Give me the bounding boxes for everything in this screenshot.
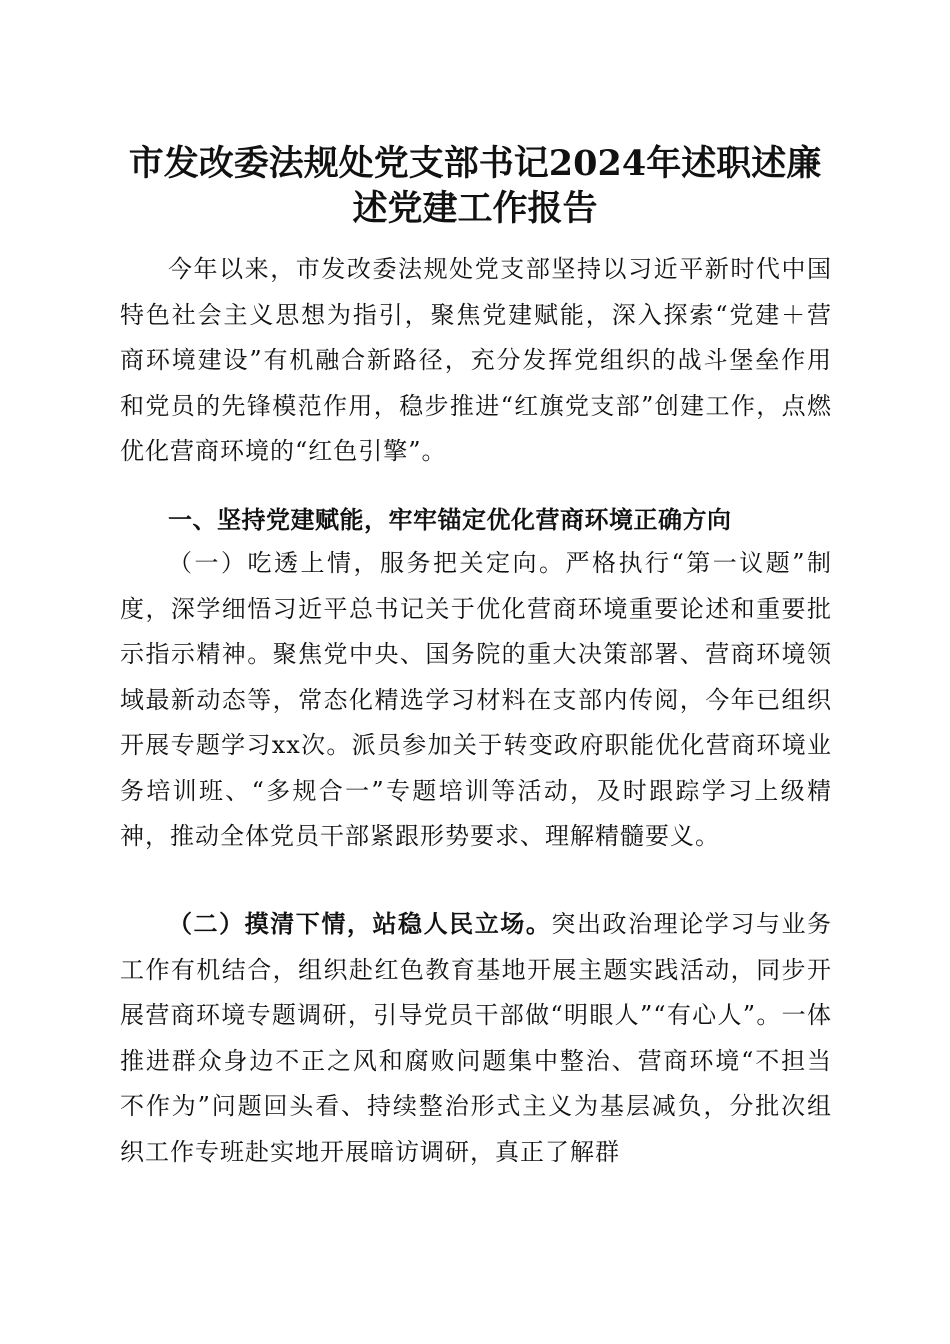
paragraph-2-text: 突出政治理论学习与业务工作有机结合，组织赴红色教育基地开展主题实践活动，同步开展营商环境专题调研，引导党员干部做“明眼人”“有心人”。一体推进群众身边不正之风和腐败问题集中整治、营商环境“不担当不作为”问题回头看、持续整治形式主义为基层减负，分批次组织工作专班赴实地开展暗访调研，真正了解群: [120, 910, 833, 1166]
section-heading-1: 一、坚持党建赋能，牢牢锚定优化营商环境正确方向: [168, 506, 732, 534]
document-title-line-2: 述党建工作报告: [352, 188, 598, 229]
paragraph-2-subheading: （二）摸清下情，站稳人民立场。: [168, 910, 552, 938]
paragraph-1-subheading: （一）吃透上情，服务把关定向。: [168, 549, 566, 577]
intro-paragraph: 今年以来，市发改委法规处党支部坚持以习近平新时代中国特色社会主义思想为指引，聚焦党建赋能，深入探索“党建＋营商环境建设”有机融合新路径，充分发挥党组织的战斗堡垒作用和党员的先锋模范作用，稳步推进“红旗党支部”创建工作，点燃优化营商环境的“红色引擎”。: [120, 255, 832, 465]
paragraph-1: [120, 541, 832, 860]
document-title-line-1: 市发改委法规处党支部书记2024年述职述廉: [128, 143, 822, 184]
paragraph-1-text: 严格执行“第一议题”制度，深学细悟习近平总书记关于优化营商环境重要论述和重要批示指示精神。聚焦党中央、国务院的重大决策部署、营商环境领域最新动态等，常态化精选学习材料在支部内传阅，今年已组织开展专题学习xx次。派员参加关于转变政府职能优化营商环境业务培训班、“多规合一”专题培训等活动，及时跟踪学习上级精神，推动全体党员干部紧跟形势要求、理解精髓要义。: [120, 549, 833, 850]
paragraph-2: [120, 902, 832, 1175]
